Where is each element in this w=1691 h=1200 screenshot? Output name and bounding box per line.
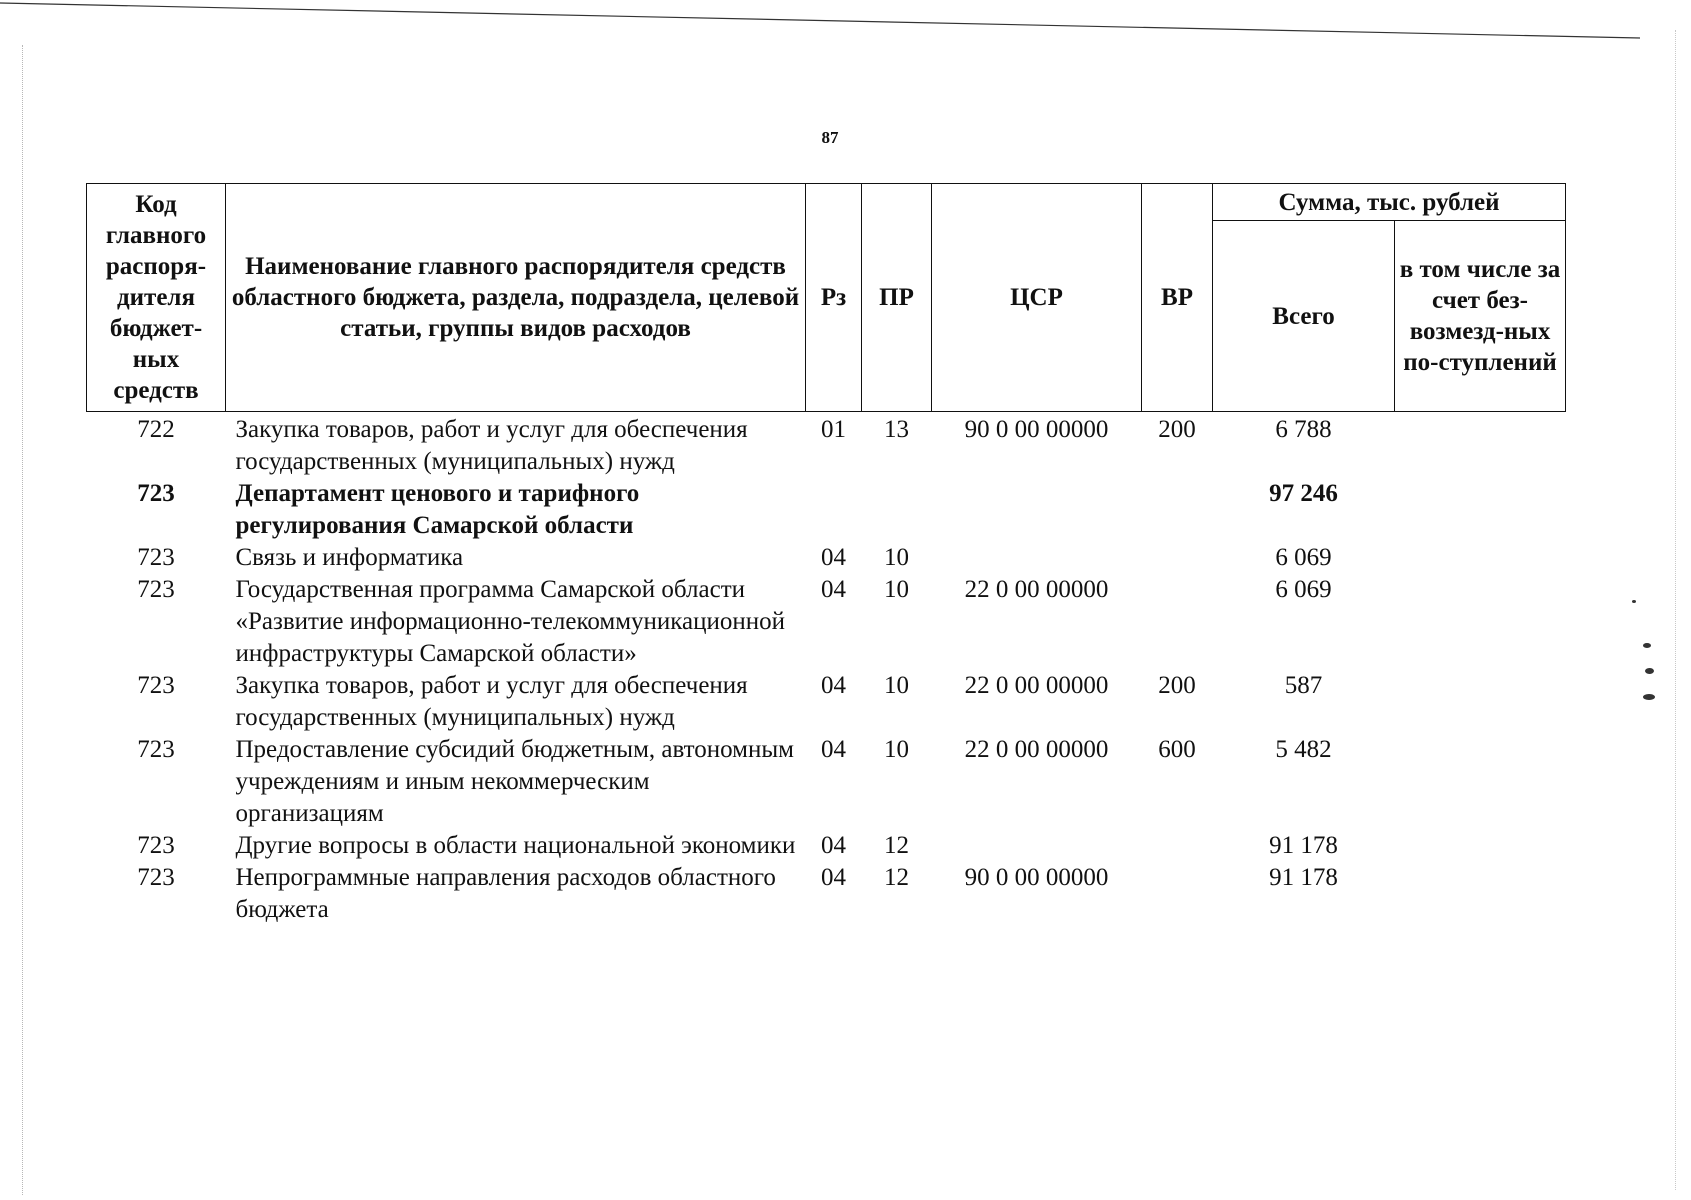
cell-vr: 600	[1158, 736, 1196, 763]
cell-total: 5 482	[1275, 736, 1332, 763]
cell-name: Закупка товаров, работ и услуг для обеспечения государственных (муниципальных) нужд	[235, 672, 748, 731]
cell-csr	[932, 478, 1142, 542]
header-sum-group: Сумма, тыс. рублей	[1213, 184, 1566, 221]
cell-rz: 04	[821, 864, 846, 891]
cell-csr: 90 0 00 00000	[964, 416, 1109, 443]
scan-speck	[1632, 600, 1636, 603]
cell-code: 723	[137, 576, 175, 603]
header-pr: ПР	[862, 184, 932, 412]
header-total: Всего	[1213, 221, 1395, 412]
cell-rz: 04	[821, 736, 846, 763]
cell-rz: 04	[821, 576, 846, 603]
cell-free	[1395, 574, 1566, 670]
cell-csr	[932, 830, 1142, 862]
cell-code: 723	[137, 544, 175, 571]
cell-rz	[806, 478, 862, 542]
table-row	[87, 574, 1566, 670]
cell-pr	[862, 478, 932, 542]
header-csr: ЦСР	[932, 184, 1142, 412]
cell-total: 91 178	[1269, 832, 1338, 859]
cell-csr: 22 0 00 00000	[964, 672, 1109, 699]
cell-pr: 12	[884, 864, 909, 891]
header-rz: Рз	[806, 184, 862, 412]
cell-vr: 200	[1158, 672, 1196, 699]
cell-pr: 10	[884, 672, 909, 699]
cell-code: 723	[137, 672, 175, 699]
cell-code: 723	[137, 736, 175, 763]
table-row	[87, 830, 1566, 862]
cell-pr: 10	[884, 576, 909, 603]
cell-total: 6 069	[1275, 576, 1332, 603]
cell-vr: 200	[1158, 416, 1196, 443]
cell-csr: 22 0 00 00000	[964, 736, 1109, 763]
page-number: 87	[821, 128, 839, 147]
header-name: Наименование главного распорядителя средств областного бюджета, раздела, подраздела, целевой статьи, группы видов расходов	[226, 184, 806, 412]
cell-free	[1395, 862, 1566, 926]
cell-csr	[932, 542, 1142, 574]
table-row	[87, 478, 1566, 542]
cell-free	[1395, 412, 1566, 479]
cell-total: 91 178	[1269, 864, 1338, 891]
cell-code: 723	[137, 480, 175, 507]
cell-rz: 04	[821, 672, 846, 699]
cell-csr: 90 0 00 00000	[964, 864, 1109, 891]
cell-code: 723	[137, 864, 175, 891]
cell-csr: 22 0 00 00000	[964, 576, 1109, 603]
cell-total: 6 788	[1275, 416, 1332, 443]
table-body	[87, 412, 1566, 927]
budget-table	[86, 183, 1566, 926]
cell-pr: 10	[884, 544, 909, 571]
cell-name: Государственная программа Самарской области «Развитие информационно-телекоммуникационной инфраструктуры Самарской области»	[235, 576, 786, 667]
cell-name: Непрограммные направления расходов областного бюджета	[235, 864, 776, 923]
cell-total: 6 069	[1275, 544, 1332, 571]
cell-name: Другие вопросы в области национальной экономики	[235, 832, 796, 859]
scan-edge-right	[1675, 30, 1679, 1190]
cell-rz: 04	[821, 544, 846, 571]
cell-name: Предоставление субсидий бюджетным, автономным учреждениям и иным некоммерческим организациям	[235, 736, 794, 827]
cell-vr	[1142, 830, 1213, 862]
cell-free	[1395, 542, 1566, 574]
header-vr: ВР	[1142, 184, 1213, 412]
table-row	[87, 412, 1566, 479]
cell-code: 722	[137, 416, 175, 443]
table-row	[87, 734, 1566, 830]
cell-vr	[1142, 478, 1213, 542]
header-free: в том числе за счет без-возмезд-ных по-ступлений	[1395, 221, 1566, 412]
cell-name: Связь и информатика	[235, 544, 464, 571]
scan-speck	[1643, 643, 1651, 648]
header-code: Код главного распоря-дителя бюджет-ных средств	[87, 184, 226, 412]
cell-free	[1395, 734, 1566, 830]
cell-pr: 10	[884, 736, 909, 763]
cell-total: 97 246	[1269, 480, 1338, 507]
cell-name: Закупка товаров, работ и услуг для обеспечения государственных (муниципальных) нужд	[235, 416, 748, 475]
cell-rz: 01	[821, 416, 846, 443]
scan-speck	[1645, 668, 1654, 674]
table-row	[87, 862, 1566, 926]
scan-edge-left	[22, 45, 26, 1195]
cell-free	[1395, 830, 1566, 862]
cell-name: Департамент ценового и тарифного регулирования Самарской области	[235, 480, 640, 539]
cell-rz: 04	[821, 832, 846, 859]
cell-free	[1395, 478, 1566, 542]
scan-speck	[1643, 694, 1655, 700]
cell-vr	[1142, 542, 1213, 574]
cell-free	[1395, 670, 1566, 734]
table-row	[87, 542, 1566, 574]
table-header	[87, 184, 1566, 412]
cell-vr	[1142, 862, 1213, 926]
cell-total: 587	[1284, 672, 1323, 699]
cell-code: 723	[137, 832, 175, 859]
table-row	[87, 670, 1566, 734]
cell-pr: 13	[884, 416, 909, 443]
cell-pr: 12	[884, 832, 909, 859]
cell-vr	[1142, 574, 1213, 670]
scan-edge-line	[0, 0, 1640, 40]
